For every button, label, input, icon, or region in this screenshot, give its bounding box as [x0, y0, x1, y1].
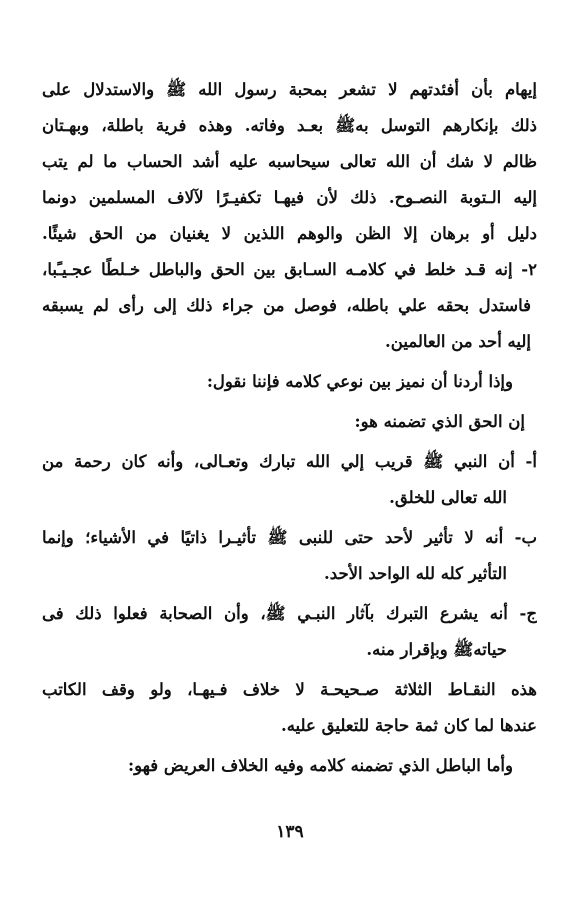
page-body: [42, 72, 537, 784]
point-2: [42, 252, 537, 360]
text-line: حياتهﷺ وبإقرار منه.: [366, 640, 507, 659]
text-line: إليه أحد من العالمين.: [385, 332, 531, 351]
text-line: فاستدل بحقه علي باطله، فوصل من جراء ذلك إلى رأى لم يسبقه: [42, 296, 531, 315]
text-line: ب- أنه لا تأثير لأحد حتى للنبى ﷺ تأثيـرا ذاتيًا في الأشياء؛ وإنما: [42, 528, 537, 547]
text-line: إليه الـتوبة النصـوح. ذلك لأن فيهـا تكفيـرًا لآلاف المسلمين دونما: [42, 188, 537, 207]
paragraph-5: [42, 672, 537, 744]
text-line: أ- أن النبي ﷺ قريب إلي الله تبارك وتعـالى، وأنه كان رحمة من: [42, 452, 537, 471]
text-line: هذه النقـاط الثلاثة صـحيحـة لا خلاف فـيهـا، ولو وقف الكاتب: [42, 680, 537, 699]
text-line: الله تعالى للخلق.: [389, 488, 507, 507]
text-line: ظالم لا شك أن الله تعالى سيحاسبه عليه أشد الحساب ما لم يتب: [42, 152, 537, 171]
paragraph-4: إن الحق الذي تضمنه هو:: [354, 412, 525, 431]
paragraph-1: [42, 72, 537, 252]
text-line: ذلك بإنكارهم التوسل بهﷺ بعـد وفاته. وهذه فرية باطلة، وبهـتان: [42, 116, 537, 135]
item-b: [42, 520, 537, 592]
paragraph-3: وإذا أردنا أن نميز بين نوعي كلامه فإننا نقول:: [206, 372, 513, 391]
text-line: ٢- إنه قـد خلط في كلامـه السـابق بين الحق والباطل خـلطًا عجـيـًبا،: [42, 260, 537, 279]
page-number: ١٣٩: [276, 822, 304, 842]
text-line: التأثير كله لله الواحد الأحد.: [324, 564, 507, 583]
text-line: عندها لما كان ثمة حاجة للتعليق عليه.: [280, 716, 537, 735]
text-line: إيهام بأن أفئدتهم لا تشعر بمحبة رسول الله ﷺ والاستدلال على: [42, 80, 537, 99]
paragraph-6: وأما الباطل الذي تضمنه كلامه وفيه الخلاف العريض فهو:: [128, 756, 513, 775]
text-line: ج- أنه يشرع التبرك بآثار النبـي ﷺ، وأن الصحابة فعلوا ذلك فى: [42, 604, 537, 623]
item-a: [42, 444, 537, 516]
text-line: دليل أو برهان إلا الظن والوهم اللذين لا يغنيان من الحق شيئًا.: [42, 224, 537, 243]
item-c: [42, 596, 537, 668]
